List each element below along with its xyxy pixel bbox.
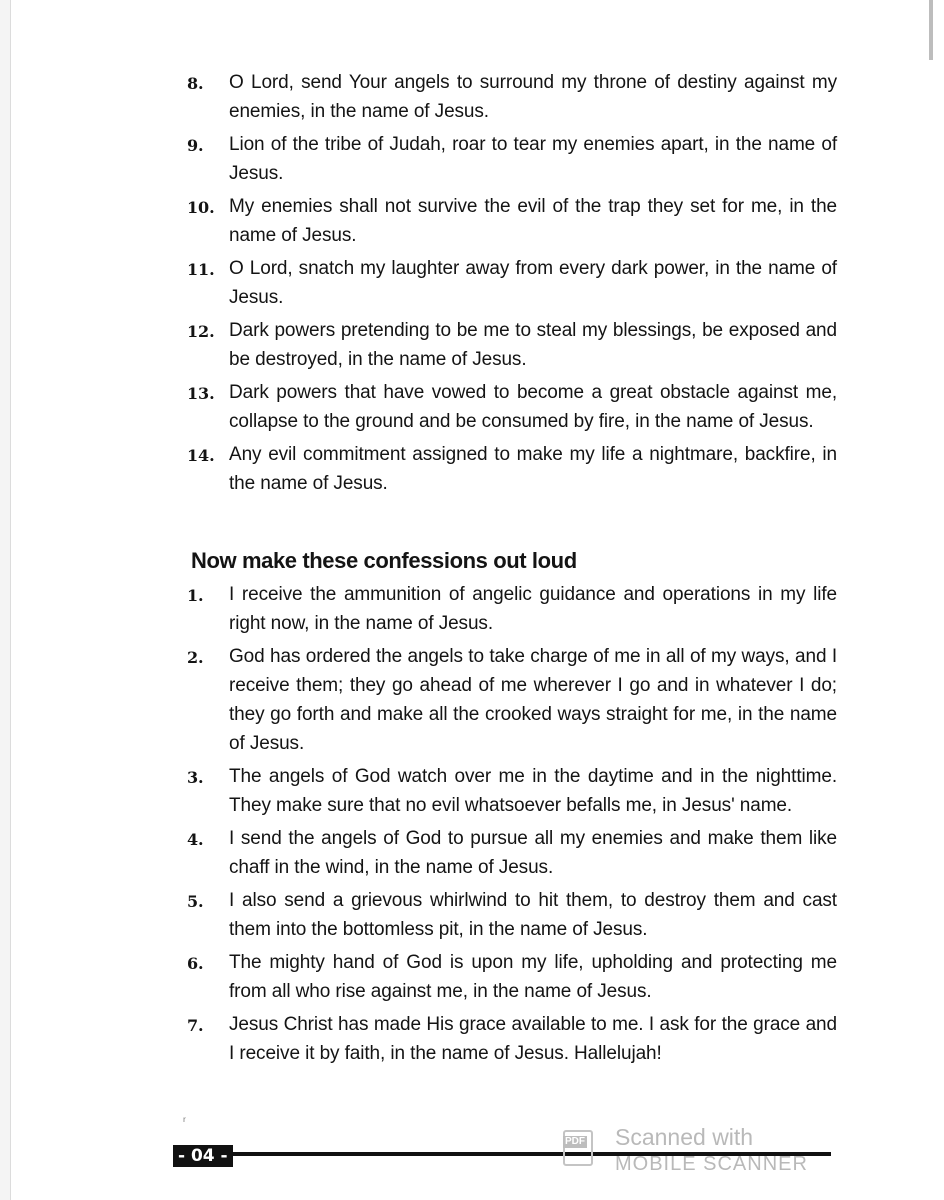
prayer-text: O Lord, send Your angels to surround my throne of destiny against my enemies, in the name of Jesus. — [229, 72, 837, 122]
confession-number: 6. — [187, 954, 204, 973]
scanned-page — [10, 0, 944, 1200]
confession-list — [187, 580, 837, 1068]
prayer-number: 14. — [187, 446, 215, 465]
prayer-number: 9. — [187, 136, 204, 155]
prayer-number: 13. — [187, 384, 215, 403]
page-content — [187, 68, 837, 1072]
scanner-watermark — [563, 1124, 823, 1180]
prayer-list — [187, 68, 837, 498]
confession-text: I receive the ammunition of angelic guidance and operations in my life right now, in the name of Jesus. — [229, 584, 837, 634]
prayer-item — [187, 192, 837, 250]
confession-item — [187, 948, 837, 1006]
prayer-text: Lion of the tribe of Judah, roar to tear my enemies apart, in the name of Jesus. — [229, 134, 837, 184]
confession-item — [187, 824, 837, 882]
prayer-number: 10. — [187, 198, 215, 217]
prayer-text: Dark powers that have vowed to become a great obstacle against me, collapse to the ground and be consumed by fire, in the name of Jesus. — [229, 382, 837, 432]
prayer-text: My enemies shall not survive the evil of the trap they set for me, in the name of Jesus. — [229, 196, 837, 246]
confession-item — [187, 1010, 837, 1068]
prayer-text: Any evil commitment assigned to make my life a nightmare, backfire, in the name of Jesus. — [229, 444, 837, 494]
prayer-number: 11. — [187, 260, 215, 279]
confession-text: The mighty hand of God is upon my life, upholding and protecting me from all who rise against me, in the name of Jesus. — [229, 952, 837, 1002]
watermark-line-2: MOBILE SCANNER — [615, 1153, 808, 1175]
pdf-file-icon — [563, 1130, 593, 1166]
confession-text: God has ordered the angels to take charge of me in all of my ways, and I receive them; they go ahead of me wherever I go and in whatever I do; they go forth and make all the crooked ways straight for me, in the name of Jesus. — [229, 646, 837, 754]
prayer-item — [187, 316, 837, 374]
prayer-item — [187, 254, 837, 312]
confession-text: The angels of God watch over me in the daytime and in the nighttime. They make sure that no evil whatsoever befalls me, in Jesus' name. — [229, 766, 837, 816]
confession-number: 7. — [187, 1016, 204, 1035]
prayer-text: O Lord, snatch my laughter away from every dark power, in the name of Jesus. — [229, 258, 837, 308]
prayer-text: Dark powers pretending to be me to steal my blessings, be exposed and be destroyed, in the name of Jesus. — [229, 320, 837, 370]
pdf-icon-label: PDF — [565, 1136, 585, 1147]
prayer-item — [187, 68, 837, 126]
confession-number: 1. — [187, 586, 204, 605]
prayer-item — [187, 378, 837, 436]
confession-number: 4. — [187, 830, 204, 849]
confession-text: Jesus Christ has made His grace available to me. I ask for the grace and I receive it by faith, in the name of Jesus. Hallelujah! — [229, 1014, 837, 1064]
confession-item — [187, 580, 837, 638]
page-number: - 04 - — [173, 1145, 233, 1167]
watermark-line-1: Scanned with — [615, 1124, 754, 1150]
margin-mark: ʳ — [183, 1114, 186, 1128]
confession-number: 2. — [187, 648, 204, 667]
prayer-item — [187, 130, 837, 188]
prayer-number: 12. — [187, 322, 215, 341]
confession-item — [187, 762, 837, 820]
page-edge-shadow — [929, 0, 933, 60]
confession-text: I also send a grievous whirlwind to hit them, to destroy them and cast them into the bottomless pit, in the name of Jesus. — [229, 890, 837, 940]
confessions-heading: Now make these confessions out loud — [191, 548, 577, 573]
confession-number: 3. — [187, 768, 204, 787]
confession-item — [187, 886, 837, 944]
confession-number: 5. — [187, 892, 204, 911]
confession-text: I send the angels of God to pursue all my enemies and make them like chaff in the wind, in the name of Jesus. — [229, 828, 837, 878]
confession-item — [187, 642, 837, 758]
prayer-number: 8. — [187, 74, 204, 93]
prayer-item — [187, 440, 837, 498]
